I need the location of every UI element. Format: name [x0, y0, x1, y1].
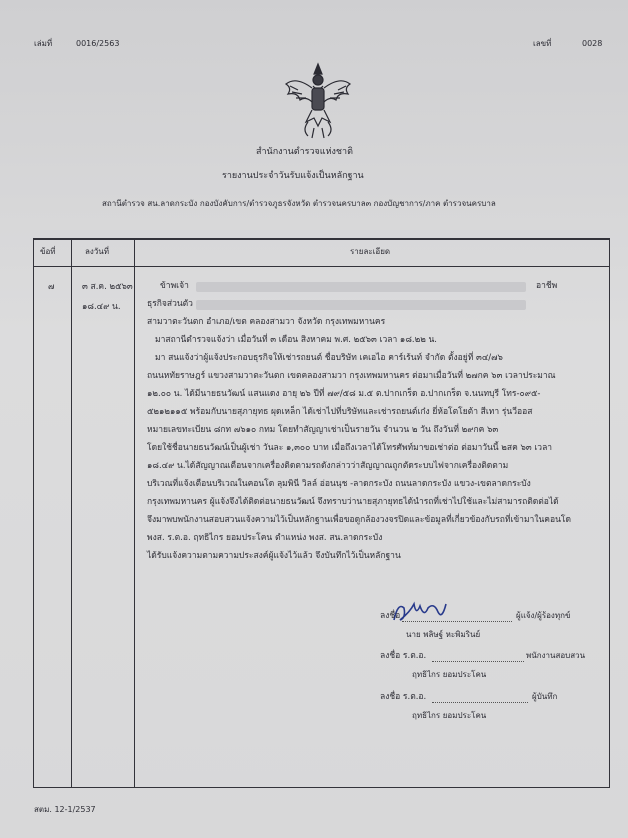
- details-line-4: มาสถานีตำรวจแจ้งว่า เมื่อวันที่ ๓ เดือน สิงหาคม พ.ศ. ๒๕๖๓ เวลา ๑๘.๒๒ น.: [155, 335, 438, 345]
- occupation-label: อาชีพ: [536, 281, 558, 291]
- signer-3-label: ลงชื่อ ร.ต.อ.: [380, 692, 427, 702]
- signer-1-name: นาย พลิษฐ์ หะพิมรินย์: [406, 630, 481, 639]
- details-line-8: ๕๒๑๒๑๑๕ พร้อมกับนายสุภายุทธ ผุดเหล็ก ได้เช่าไปที่บริษัทและเช่ารถยนต์เก๋ง ยี่ห้อโตโยต้า สีเทา รุ่นวีออส: [147, 407, 533, 417]
- entry-time: ๑๘.๔๙ น.: [82, 302, 121, 312]
- signature-line: [432, 660, 524, 662]
- details-line-1: ข้าพเจ้า: [160, 281, 189, 291]
- table-col2-rule: [134, 238, 135, 788]
- table-col1-rule: [71, 238, 72, 788]
- book-number-label: เล่มที่: [34, 39, 53, 48]
- signer-1-label: ลงชื่อ: [380, 611, 401, 621]
- signer-3-role: ผู้บันทึก: [532, 692, 558, 701]
- details-line-5: มา สนแจ้งว่าผู้แจ้งประกอบธุรกิจให้เช่ารถยนต์ ชื่อบริษัท เคเอไอ คาร์เร้นท์ จำกัด ตั้งอยู่ที่ ๓๔/๗๖: [155, 353, 503, 363]
- table-top-rule: [33, 238, 610, 240]
- table-bottom-rule: [33, 787, 610, 788]
- page-number-label: เลขที่: [533, 39, 552, 48]
- book-number: 0016/2563: [76, 39, 120, 48]
- details-line-14: จึงมาพบพนักงานสอบสวนแจ้งความไว้เป็นหลักฐานเพื่อขอดูกล้องวงจรปิดและข้อมูลที่เกี่ยวข้องกับรถที่เข้ามาในคอนโด: [147, 515, 571, 525]
- col-header-details: รายละเอียด: [350, 247, 391, 256]
- signer-1-role: ผู้แจ้ง/ผู้ร้องทุกข์: [516, 611, 571, 620]
- redaction-bar: [196, 300, 526, 310]
- details-line-9: หมายเลขทะเบียน ๘กท ๗๖๑๐ กทม โดยทำสัญญาเช่าเป็นรายวัน จำนวน ๒ วัน ถึงวันที่ ๒๙กค ๖๓: [147, 425, 499, 435]
- entry-date: ๓ ส.ค. ๒๕๖๓: [82, 282, 133, 292]
- form-code: สตม. 12-1/2537: [34, 805, 96, 814]
- signature-line: [432, 701, 528, 703]
- details-line-2: ธุรกิจส่วนตัว: [147, 299, 193, 309]
- garuda-emblem: [278, 58, 358, 142]
- signer-3-name: ฤทธิไกร ยอมประโคน: [412, 711, 487, 720]
- station-line: สถานีตำรวจ สน.ลาดกระบัง กองบังคับการ/ตำรวจภูธรจังหวัด ตำรวจนครบาล๓ กองบัญชาการ/ภาค ตำรวจนครบาล: [102, 199, 496, 208]
- col-header-date: ลงวันที่: [85, 247, 110, 256]
- entry-number: ๗: [48, 282, 55, 292]
- table-left-rule: [33, 238, 34, 788]
- signature-line: [402, 620, 512, 622]
- signer-2-label: ลงชื่อ ร.ต.อ.: [380, 651, 427, 661]
- page-number: 0028: [582, 39, 603, 48]
- details-line-6: ถนนหทัยราษฎร์ แขวงสามวาตะวันตก เขตคลองสามวา กรุงเทพมหานคร ต่อมาเมื่อวันที่ ๒๗กค ๖๓ เวลาประมาณ: [147, 371, 556, 381]
- signer-2-name: ฤทธิไกร ยอมประโคน: [412, 670, 487, 679]
- details-line-7: ๑๒.๐๐ น. ได้มีนายธนวัฒน์ แสนแดง อายุ ๒๖ ปีที่ ๗๙/๕๘ ม.๕ ต.ปากเกร็ด อ.ปากเกร็ด จ.นนทบุรี โทร-๐๙๕-: [147, 389, 541, 399]
- details-line-3: สามวาตะวันตก อำเภอ/เขต คลองสามวา จังหวัด กรุงเทพมหานคร: [147, 317, 386, 327]
- details-line-13: กรุงเทพมหานคร ผู้แจ้งจึงได้ติดต่อนายธนวัฒน์ จึงทราบว่านายสุภายุทธได้นำรถที่เช่าไปใช้และไม่สามารถติดต่อได้: [147, 497, 559, 507]
- details-line-10: โดยใช้ชื่อนายธนวัฒน์เป็นผู้เช่า วันละ ๑,๓๐๐ บาท เมื่อถึงเวลาได้โทรศัพท์มาขอเช่าต่อ ต่อมาวันนี้ ๒สค ๖๓ เวลา: [147, 443, 553, 453]
- details-line-12: บริเวณที่แจ้งเตือนบริเวณในคอนโด ลุมพินี วิลล์ อ่อนนุช -ลาดกระบัง ถนนลาดกระบัง แขวง-เขตลาดกระบัง: [147, 479, 531, 489]
- agency-title: สำนักงานตำรวจแห่งชาติ: [256, 147, 353, 157]
- details-line-11: ๑๘.๔๙ น.ได้สัญญาณเตือนจากเครื่องติดตามรถดังกล่าวว่าสัญญาณถูกตัดระบบไฟจากเครื่องติดตาม: [147, 461, 509, 471]
- details-line-15: พงส. ร.ต.อ. ฤทธิไกร ยอมประโคน ตำแหน่ง พงส. สน.ลาดกระบัง: [147, 533, 383, 543]
- col-header-number: ข้อที่: [40, 247, 56, 256]
- redaction-bar: [196, 282, 526, 292]
- signer-2-role: พนักงานสอบสวน: [526, 651, 586, 660]
- report-title: รายงานประจำวันรับแจ้งเป็นหลักฐาน: [222, 171, 364, 181]
- table-header-rule: [33, 266, 610, 267]
- table-right-rule: [609, 238, 610, 788]
- details-line-16: ได้รับแจ้งความตามความประสงค์ผู้แจ้งไว้แล้ว จึงบันทึกไว้เป็นหลักฐาน: [147, 551, 401, 561]
